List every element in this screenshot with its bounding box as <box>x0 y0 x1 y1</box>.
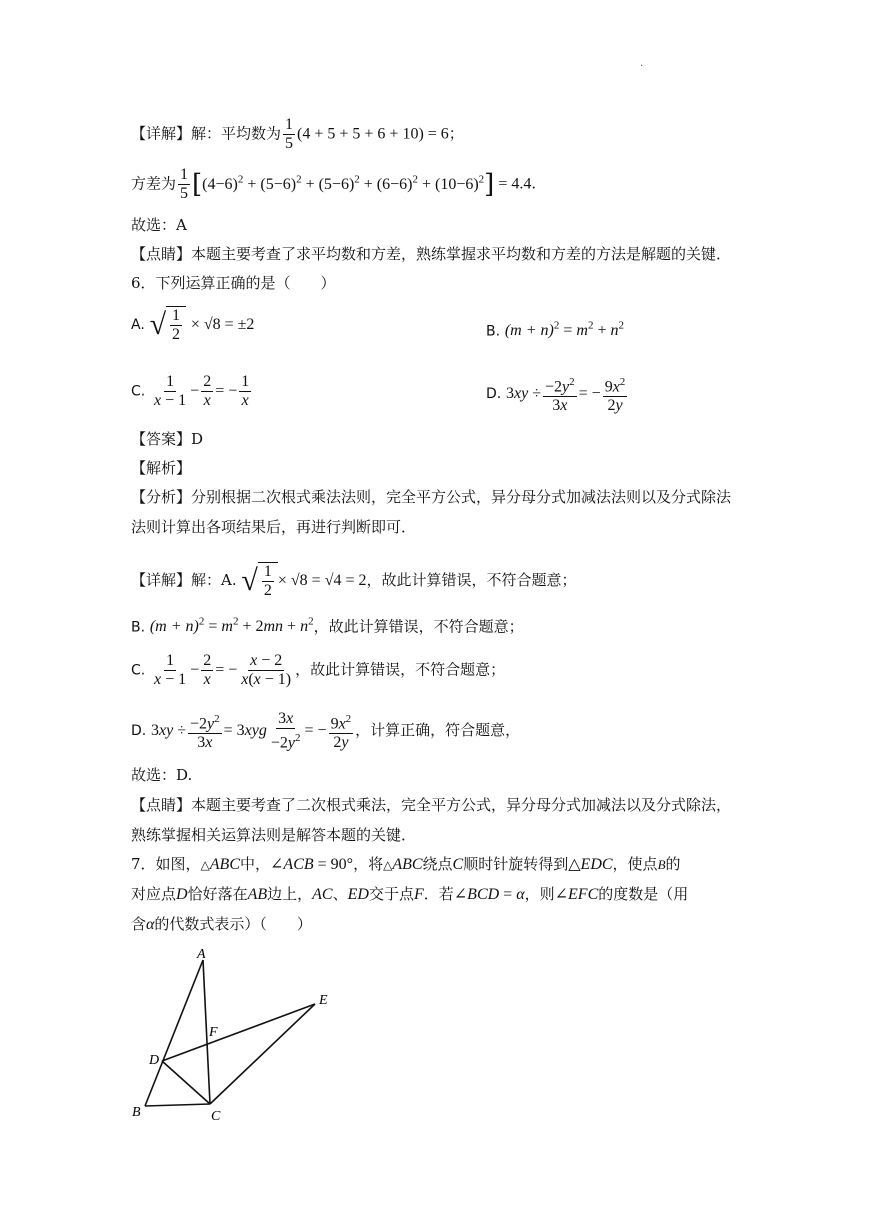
option-c: C. $\frac{1}{x - 1}$ − $\frac{2}{x}$ = − $\frac{1}{x}$ <box>131 373 250 409</box>
question-7-line-1: 7．如图，△ABC中，∠ACB = 90°，将△ABC绕点C顺时针旋转得到△EDC，使点B的 <box>131 855 681 873</box>
point-e-label: E <box>319 993 328 1008</box>
page-mark: . <box>640 58 644 69</box>
question-7-line-3: 含α的代数式表示）（ ） <box>131 915 312 933</box>
question-7-line-2: 对应点D恰好落在AB边上，AC、ED交于点F．若∠BCD = α，则∠EFC的度数是（用 <box>131 885 689 903</box>
analysis-line-2: 法则计算出各项结果后，再进行判断即可． <box>131 518 417 536</box>
option-b: B. $(m + n)^2 = m^2 + n^2$ <box>486 320 624 340</box>
select-1: 故选：A <box>131 216 187 234</box>
point-a-label: A <box>197 947 206 962</box>
comment-2-line-1: 【点睛】本题主要考查了二次根式乘法，完全平方公式，异分母分式加减法以及分式除法， <box>131 796 732 814</box>
select-2: 故选：D. <box>131 766 193 784</box>
analysis-tag: 【解析】 <box>131 459 192 477</box>
detail-variance: 方差为 $\frac{1}{5}$ $[(4-6)^2 + (5-6)^2 + (5-6)^2 + (6-6)^2 + (10-6)^2] = 4.4$. <box>131 166 537 202</box>
analysis-line-1: 【分析】分别根据二次根式乘法法则，完全平方公式，异分母分式加减法法则以及分式除法 <box>131 488 732 506</box>
point-c-label: C <box>211 1109 221 1124</box>
detail-b: B. $(m + n)^2 = m^2 + 2mn + n^2$，故此计算错误，不符合题意； <box>131 616 524 636</box>
answer-6: 【答案】D <box>131 430 204 448</box>
detail-mean: 【详解】解：平均数为 $\frac{1}{5}$ (4 + 5 + 5 + 6 + 10) = 6； <box>131 116 464 152</box>
point-b-label: B <box>132 1105 141 1120</box>
segment-bc <box>145 1104 210 1106</box>
point-f-label: F <box>209 1025 218 1040</box>
comment-1: 【点睛】本题主要考查了求平均数和方差，熟练掌握求平均数和方差的方法是解题的关键． <box>131 245 732 263</box>
option-a: A. √ $\frac{1}{2}$ × √8 = ±2 <box>131 307 255 343</box>
detail-a: 【详解】解：A. √ $\frac{1}{2}$ × √8 = √4 = 2，故此计算错误，不符合题意； <box>131 563 577 599</box>
point-d-label: D <box>149 1053 160 1068</box>
geometry-figure <box>125 940 355 1130</box>
segment-ab <box>145 960 203 1106</box>
segment-ec <box>210 1004 315 1104</box>
comment-2-line-2: 熟练掌握相关运算法则是解答本题的关键． <box>131 826 417 844</box>
question-6-stem: 6．下列运算正确的是（ ） <box>131 274 336 292</box>
option-d: D. 3xy ÷ $\frac{-2y^2}{3x}$ = − $\frac{9x^2}{2y}$ <box>486 373 629 415</box>
detail-d: D. 3xy ÷ $\frac{-2y^2}{3x}$ = 3xyg $\frac{3x}{-2y^2}$ = − $\frac{9x^2}{2y}$ ，计算正确，符合题意， <box>131 710 521 752</box>
detail-c: C. $\frac{1}{x - 1}$ − $\frac{2}{x}$ = − $\frac{x - 2}{x(x - 1)}$ ，故此计算错误，不符合题意； <box>131 652 506 688</box>
segment-dc <box>162 1061 210 1104</box>
segment-de <box>162 1004 315 1061</box>
